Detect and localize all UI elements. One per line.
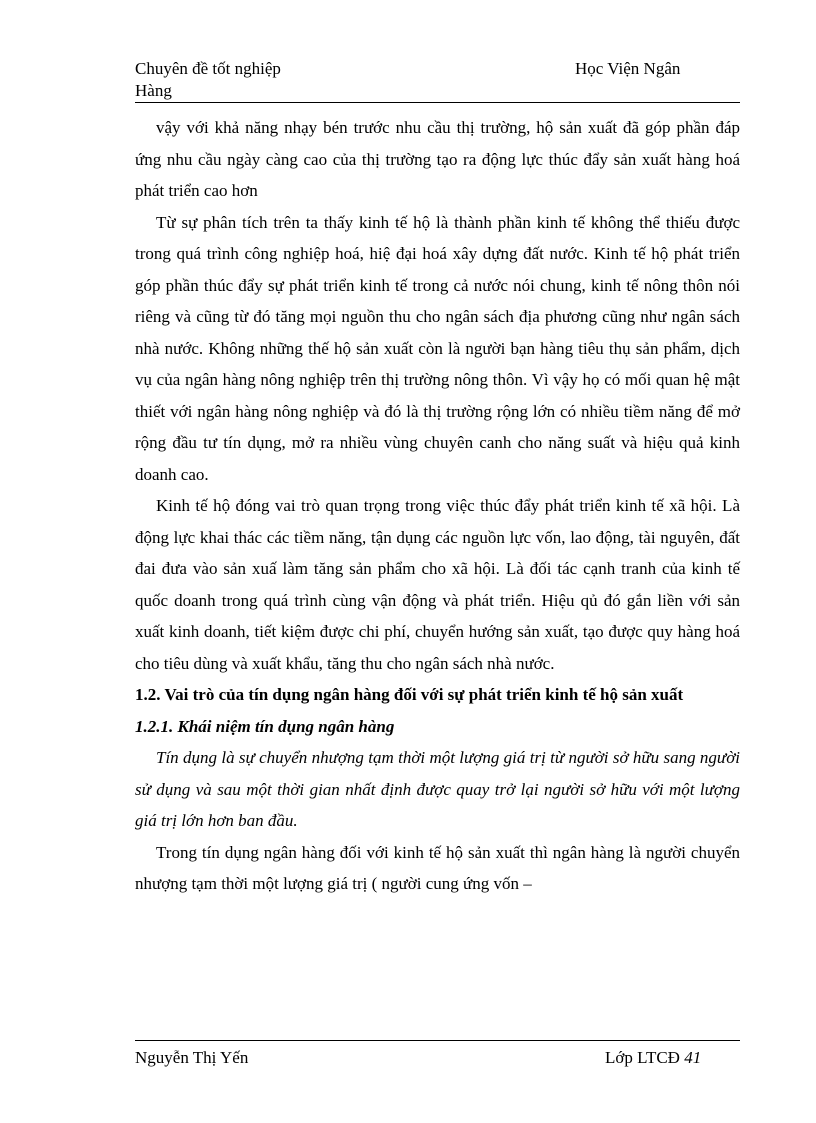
footer-class-prefix: Lớp LTCĐ <box>605 1048 680 1067</box>
subsection-heading: 1.2.1. Khái niệm tín dụng ngân hàng <box>135 716 395 736</box>
section-heading: 1.2. Vai trò của tín dụng ngân hàng đối với sự phát triển kinh tế hộ sản xuất <box>135 685 684 704</box>
footer-author: Nguyễn Thị Yến <box>135 1048 249 1067</box>
footer-class <box>605 1048 701 1068</box>
header-left-line2: Hàng <box>135 81 172 100</box>
paragraph-5: Trong tín dụng ngân hàng đối với kinh tế hộ sản xuất thì ngân hàng là người chuyển nhượng tạm thời một lượng giá trị ( người cung ứng vốn – <box>135 842 740 893</box>
definition-paragraph: Tín dụng là sự chuyển nhượng tạm thời một lượng giá trị từ người sở hữu sang người sử dụng và sau một thời gian nhất định được quay trở lại người sở hữu với một lượng giá trị lớn hơn ban đầu. <box>135 748 740 830</box>
footer-class-number: 41 <box>684 1048 702 1067</box>
paragraph-2: Từ sự phân tích trên ta thấy kinh tế hộ là thành phần kinh tế không thể thiếu được trong quá trình công nghiệp hoá, hiệ đại hoá xây dựng đất nước. Kinh tế hộ phát triển góp phần thúc đẩy sự phát triển kinh tế trong cả nước nói chung, kinh tế nông thôn nói riêng và cũng từ đó tăng mọi nguồn thu cho ngân sách địa phương cũng như ngân sách nhà nước. Không những thế hộ sản xuất còn là người bạn hàng tiêu thụ sản phẩm, dịch vụ của ngân hàng nông nghiệp trên thị trường nông thôn. Vì vậy họ có mối quan hệ mật thiết với ngân hàng nông nghiệp và đó là thị trường rộng lớn có nhiều tiềm năng để mở rộng đầu tư tín dụng, mở ra nhiều vùng chuyên canh cho năng suất và hiệu quả kinh doanh cao. <box>135 212 740 484</box>
header-left-line1: Chuyên đề tốt nghiệp <box>135 59 281 78</box>
header-right: Học Viện Ngân <box>575 59 681 78</box>
paragraph-3: Kinh tế hộ đóng vai trò quan trọng trong việc thúc đẩy phát triển kinh tế xã hội. Là động lực khai thác các tiềm năng, tận dụng các nguồn lực vốn, lao động, tài nguyên, đất đai đưa vào sản xuấ làm tăng sản phẩm cho xã hội. Là đối tác cạnh tranh của kinh tế quốc doanh trong quá trình cùng vận động và phát triển. Hiệu qủ đó gắn liền với sản xuất kinh doanh, tiết kiệm được chi phí, chuyển hướng sản xuất, tạo được quy hàng hoá cho tiêu dùng và xuất khẩu, tăng thu cho ngân sách nhà nước. <box>135 496 740 673</box>
page-body <box>135 112 740 900</box>
paragraph-1: vậy với khả năng nhạy bén trước nhu cầu thị trường, hộ sản xuất đã góp phần đáp ứng nhu cầu ngày càng cao của thị trường tạo ra động lực thúc đẩy sản xuất hàng hoá phát triển cao hơn <box>135 118 740 200</box>
page-header <box>135 58 740 103</box>
page-footer <box>135 1040 740 1067</box>
